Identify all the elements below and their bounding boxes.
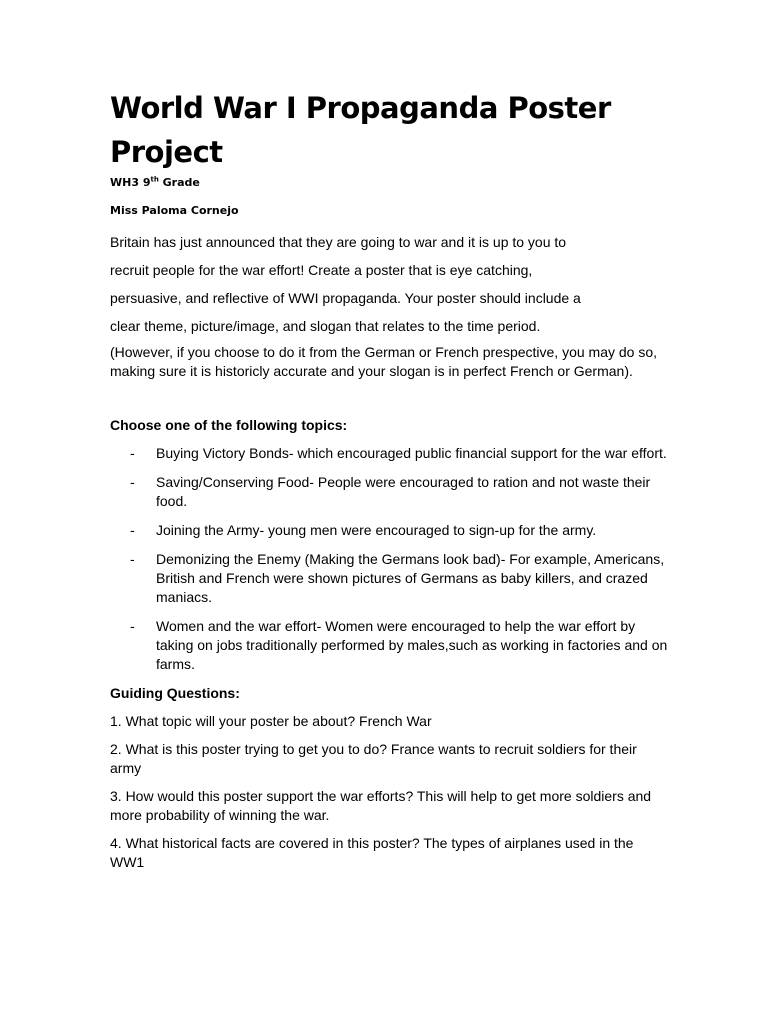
question-item: 4. What historical facts are covered in this poster? The types of airplanes used in the WW1 — [110, 835, 634, 870]
topic-text: Demonizing the Enemy (Making the Germans look bad)- For example, Americans, British and French were shown pictures of Germans as baby killers, and crazed maniacs. — [156, 551, 665, 605]
intro-line: clear theme, picture/image, and slogan that relates to the time period. — [110, 318, 541, 334]
topic-text: Women and the war effort- Women were encouraged to help the war effort by taking on jobs traditionally performed by males,such as working in factories and on farms. — [156, 618, 668, 672]
topic-text: Joining the Army- young men were encouraged to sign-up for the army. — [156, 522, 597, 538]
teacher-name: Miss Paloma Cornejo — [110, 204, 239, 217]
document-page — [110, 86, 670, 872]
grade-prefix: WH3 9 — [110, 176, 151, 189]
list-item — [110, 473, 670, 511]
intro-line: persuasive, and reflective of WWI propaganda. Your poster should include a — [110, 290, 581, 306]
dash-bullet: - — [130, 445, 135, 461]
dash-bullet: - — [130, 474, 135, 490]
topic-text: Saving/Conserving Food- People were encouraged to ration and not waste their food. — [156, 474, 651, 509]
intro-paragraph — [110, 228, 670, 340]
grade-suffix: Grade — [158, 176, 200, 189]
list-item — [110, 521, 670, 540]
dash-bullet: - — [130, 551, 135, 567]
perspective-note: (However, if you choose to do it from the German or French prespective, you may do so, making sure it is historicly accurate and your slogan is in perfect French or German). — [110, 344, 658, 379]
intro-line: Britain has just announced that they are going to war and it is up to you to — [110, 234, 567, 250]
list-item — [110, 617, 670, 674]
topics-heading: Choose one of the following topics: — [110, 417, 348, 433]
grade-line — [110, 176, 670, 190]
question-item: 2. What is this poster trying to get you to do? France wants to recruit soldiers for their army — [110, 741, 637, 776]
list-item — [110, 550, 670, 607]
topic-text: Buying Victory Bonds- which encouraged public financial support for the war effort. — [156, 445, 667, 461]
grade-superscript: th — [150, 175, 159, 184]
document-title: World War I Propaganda Poster Project — [110, 91, 611, 169]
dash-bullet: - — [130, 618, 135, 634]
guiding-questions-heading: Guiding Questions: — [110, 685, 240, 701]
topic-list — [110, 444, 670, 674]
question-item: 1. What topic will your poster be about? French War — [110, 713, 432, 729]
intro-line: recruit people for the war effort! Create a poster that is eye catching, — [110, 262, 533, 278]
list-item — [110, 444, 670, 463]
question-item: 3. How would this poster support the war efforts? This will help to get more soldiers and more probability of winning the war. — [110, 788, 652, 823]
dash-bullet: - — [130, 522, 135, 538]
